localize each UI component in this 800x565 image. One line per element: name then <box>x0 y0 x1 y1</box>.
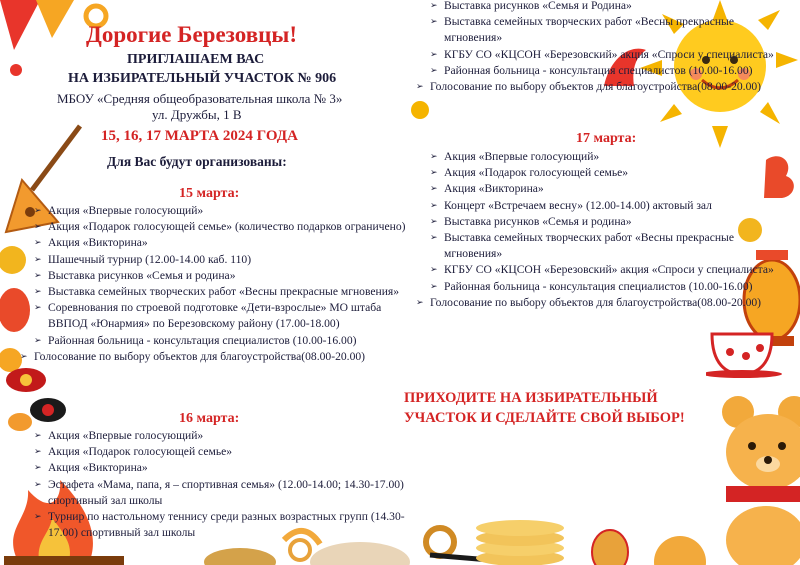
list-item: ➢ Акция «Викторина» <box>34 460 406 476</box>
call-to-action-line-2: УЧАСТОК И СДЕЛАЙТЕ СВОЙ ВЫБОР! <box>404 410 685 426</box>
list-item: ➢ Районная больница - консультация специалистов (10.00-16.00) <box>34 333 406 349</box>
list-item: ➢ Шашечный турнир (12.00-14.00 каб. 110) <box>34 252 406 268</box>
day16-heading: 16 марта: <box>179 411 240 426</box>
list-item: ➢ Выставка рисунков «Семья и родина» <box>34 268 406 284</box>
organized-intro: Для Вас будут организованы: <box>107 154 287 169</box>
list-item: ➢ Выставка рисунков «Семья и родина» <box>430 214 782 230</box>
list-item: ➢ КГБУ СО «КЦСОН «Березовский» акция «Спроси у специалиста» <box>430 47 782 63</box>
list-item: ➢ Концерт «Встречаем весну» (12.00-14.00) актовый зал <box>430 198 782 214</box>
street-address: ул. Дружбы, 1 В <box>152 107 242 122</box>
list-item: ➢ Голосование по выбору объектов для благоустройства(08.00-20.00) <box>20 349 406 365</box>
list-item: ➢ Акция «Викторина» <box>34 235 406 251</box>
list-item: ➢ Акция «Впервые голосующий» <box>34 428 406 444</box>
list-item: ➢ Выставка семейных творческих работ «Весны прекрасные мгновения» <box>430 14 782 46</box>
list-item: ➢ Эстафета «Мама, папа, я – спортивная семья» (12.00-14.00; 14.30-17.00) спортивный зал школы <box>34 477 406 509</box>
list-item: ➢ КГБУ СО «КЦСОН «Березовский» акция «Спроси у специалиста» <box>430 262 782 278</box>
list-item: ➢ Соревнования по строевой подготовке «Дети-взрослые» МО штаба ВВПОД «Юнармия» по Березовскому району (17.00-18.00) <box>34 300 406 332</box>
list-item: ➢ Выставка рисунков «Семья и Родина» <box>430 0 782 14</box>
list-item: ➢ Акция «Подарок голосующей семье» <box>34 444 406 460</box>
list-item: ➢ Акция «Подарок голосующей семье» (количество подарков ограничено) <box>34 219 406 235</box>
day17-list <box>430 149 782 311</box>
day17-heading: 17 марта: <box>576 131 637 146</box>
list-item: ➢ Акция «Викторина» <box>430 181 782 197</box>
list-item: ➢ Акция «Подарок голосующей семье» <box>430 165 782 181</box>
list-item: ➢ Голосование по выбору объектов для благоустройства(08.00-20.00) <box>416 295 782 311</box>
teacup-decor <box>706 328 786 378</box>
list-item: ➢ Районная больница - консультация специалистов (10.00-16.00) <box>430 279 782 295</box>
mid-sun-decor <box>400 92 440 122</box>
day16-continued-list <box>430 0 782 95</box>
call-to-action-line-1: ПРИХОДИТЕ НА ИЗБИРАТЕЛЬНЫЙ <box>404 390 658 406</box>
list-item: ➢ Голосование по выбору объектов для благоустройства(08.00-20.00) <box>416 79 782 95</box>
election-dates: 15, 16, 17 МАРТА 2024 ГОДА <box>101 128 298 144</box>
invite-heading: ПРИГЛАШАЕМ ВАС <box>127 52 265 67</box>
day16-list <box>34 428 406 541</box>
list-item: ➢ Акция «Впервые голосующий» <box>430 149 782 165</box>
list-item: ➢ Выставка семейных творческих работ «Весны прекрасные мгновения» <box>430 230 782 262</box>
school-name: МБОУ «Средняя общеобразовательная школа № 3» <box>57 91 343 106</box>
list-item: ➢ Районная больница - консультация специалистов (10.00-16.00) <box>430 63 782 79</box>
page-title: Дорогие Березовцы! <box>86 22 298 47</box>
list-item: ➢ Акция «Впервые голосующий» <box>34 203 406 219</box>
day15-heading: 15 марта: <box>179 186 240 201</box>
polling-station-heading: НА ИЗБИРАТЕЛЬНЫЙ УЧАСТОК № 906 <box>68 71 337 86</box>
list-item: ➢ Турнир по настольному теннису среди разных возрастных групп (14.30-17.00) спортивный зал школы <box>34 509 406 541</box>
day15-list <box>34 203 406 365</box>
call-to-action <box>404 388 685 428</box>
list-item: ➢ Выставка семейных творческих работ «Весны прекрасные мгновения» <box>34 284 406 300</box>
